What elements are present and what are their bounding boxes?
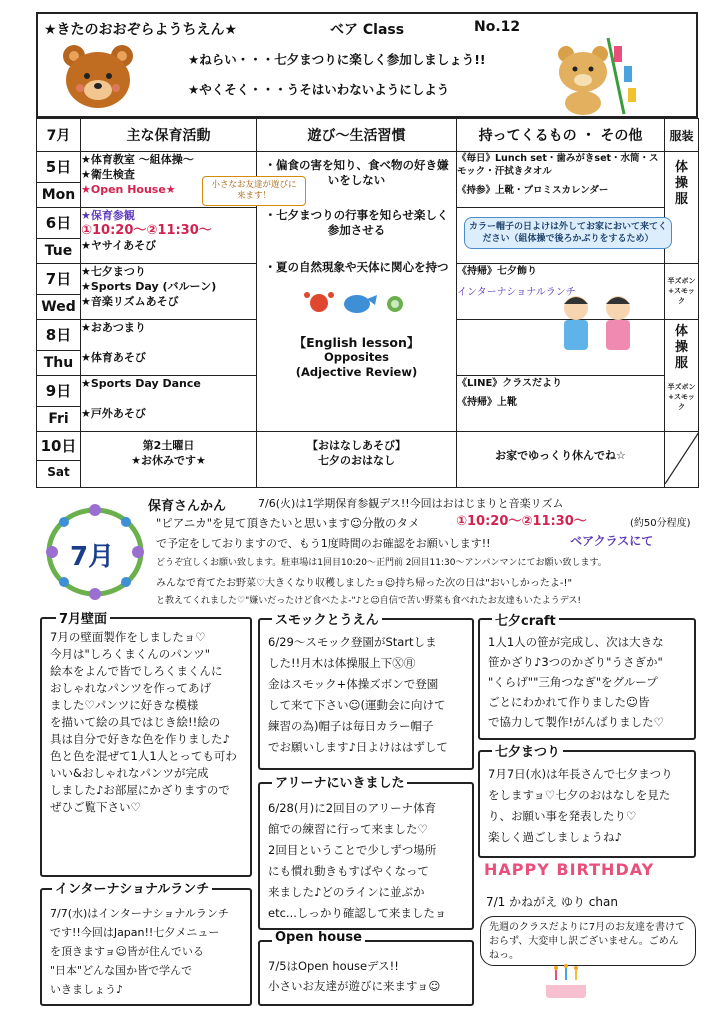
header-activities: 主な保育活動	[81, 119, 257, 152]
openhouse-title: Open house	[272, 930, 365, 945]
openhouse-text: 7/5はOpen houseデス!! 小さいお友達が遊びに来ますョ☺	[268, 959, 441, 993]
sankan-line1: 7/6(火)は1学期保育参観デス!!今回はおはじまりと音楽リズム	[258, 497, 564, 510]
wall-text: 7月の壁面製作をしましたョ♡ 今月は"しろくまくんのパンツ" 絵本をよんで皆でしろくまくんに おしゃれなパンツを作ってあげ ました♡パンツに好きな模様 を描いて絵の具ではじき絵!!絵の 具は自分で好きな色を作りました♪ 色と色を混ぜて1人1人とっても可わ いい&おしゃれなパンツが完成 しました♪お部屋にかざりますので ぜひご覧下さい♡	[50, 630, 237, 814]
festival-title: 七夕まつり	[492, 741, 563, 760]
sankan-line2: "ピアニカ"を見て頂きたいと思います☺分散のタメ	[156, 516, 420, 530]
items-cell: 《毎日》Lunch set・歯みがきset・水筒・スモック・汗拭きタオル 《持参》上靴・プロミスカレンダー	[457, 152, 665, 208]
items-cell: お家でゆっくり休んでね☆	[457, 432, 665, 488]
arena-box	[258, 782, 474, 930]
sankan-class: ベアクラスにて	[570, 534, 654, 548]
wear-cell: 体操服	[665, 152, 699, 264]
sea-creatures-icon	[297, 287, 417, 317]
aim-text: ★ねらい・・・七夕まつりに楽しく参加しましょう!!	[188, 52, 486, 67]
day-cell: 10日 Sat	[37, 432, 81, 488]
arena-text: 6/28(月)に2回目のアリーナ体育 館での練習に行って来ました♡ 2回目ということで少しずつ場所 にも慣れ動きもすばやくなって 来ました♪どのラインに並ぶか etc...しっかり確認して来ましたョ	[268, 801, 447, 920]
month-title: 7月	[70, 542, 115, 572]
wall-box	[40, 617, 252, 877]
day-cell: 5日 Mon	[37, 152, 81, 208]
header-habits: 遊び～生活習慣	[257, 119, 457, 152]
birthday-cake-icon	[536, 962, 596, 1002]
activity-cell: ★Sports Day Dance ★戸外あそび	[81, 376, 257, 432]
cap-note: カラー帽子の日よけは外してお家において来てください（組体操で後ろかぶりをするため）	[464, 217, 672, 249]
day-cell: 7日 Wed	[37, 264, 81, 320]
table-row	[37, 152, 699, 208]
smock-title: スモックとうえん	[272, 609, 382, 628]
table-row	[37, 432, 699, 488]
sankan-title: 保育さんかん	[148, 499, 227, 514]
issue-number: No.12	[474, 19, 521, 35]
activity-cell: ★保育参観 ①10:20～②11:30～ ★ヤサイあそび	[81, 208, 257, 264]
craft-box	[478, 618, 696, 740]
craft-text: 1人1人の笹が完成し、次は大きな 笹かざり♪3つのかざり"うさぎか" "くらげ""三角つなぎ"をグループ ごとにわかれて作りました☺皆 で協力して製作!がんばりました♡	[488, 635, 664, 729]
header-items: 持ってくるもの ・ その他	[457, 119, 665, 152]
openhouse-box	[258, 940, 474, 1006]
smock-text: 6/29～スモック登園がStartしま した!!月木は体操服上下Ⓧ㊊ 金はスモック+体操ズボンで登園 して来て下さい☺(運動会に向けて 練習の為)帽子は毎日カラー帽子 でお願いします♪日よけははずして	[268, 635, 448, 754]
festival-text: 7月7日(水)は年長さんで七夕まつり をしますョ♡七夕のおはなしを見た り、お願い事を発表したり♡ 楽しく過ごしましょうね♪	[488, 767, 673, 844]
sankan-times: ①10:20～②11:30～	[456, 514, 587, 529]
diagonal-slash	[665, 432, 699, 484]
arena-title: アリーナにいきました	[272, 772, 407, 791]
day-cell: 6日 Tue	[37, 208, 81, 264]
habits-cell: ・偏食の害を知り、食べ物の好き嫌いをしない ・七夕まつりの行事を知らせ楽しく参加させる ・夏の自然現象や天体に関心を持つ 【English lesson】 Opposites (Adjective Review)	[257, 152, 457, 432]
bear-face-icon	[60, 42, 136, 112]
items-cell: 《持帰》七夕飾り インターナショナルランチ	[457, 264, 665, 320]
items-cell: 《LINE》クラスだより 《持帰》上靴	[457, 376, 665, 432]
activity-cell: ★体育教室 ～組体操～ ★衛生検査 ★Open House★	[81, 152, 257, 208]
festival-box	[478, 750, 696, 858]
header-wear: 服装	[665, 119, 699, 152]
header	[36, 12, 698, 118]
birthday-title: HAPPY BIRTHDAY	[484, 860, 655, 879]
birthday-note: 先週のクラスだよりに7月のお友達を書けておらず、大変申し訳ございません。ごめんねっ。	[489, 922, 686, 961]
tanabata-bear-icon	[554, 36, 642, 116]
wear-cell: 半ズボン+スモック	[665, 264, 699, 320]
sankan-line3: で予定をしておりますので、もう1度時間のお確認をお願いします!!	[156, 537, 491, 550]
activity-cell: ★七夕まつり ★Sports Day (バルーン) ★音楽リズムあそび	[81, 264, 257, 320]
open-house-note: 小さなお友達が遊びに来ます！	[202, 176, 306, 206]
newsletter	[36, 12, 700, 1012]
header-month: 7月	[37, 119, 81, 152]
activity-cell: 第2土曜日 ★お休みです★	[81, 432, 257, 488]
day-cell: 9日 Fri	[37, 376, 81, 432]
smock-box	[258, 618, 474, 770]
sankan-line5: みんなで育てたお野菜♡大きくなり収穫しましたョ☺持ち帰った次の日は"おいしかったよ-!"	[156, 578, 573, 589]
promise-text: ★やくそく・・・うそはいわないようにしよう	[188, 82, 450, 97]
wear-cell	[665, 432, 699, 488]
birthday-note-box	[480, 916, 696, 966]
orihime-hikoboshi-icon	[552, 292, 642, 354]
school-name: ★きたのおおぞらようちえん★	[44, 22, 238, 38]
lunch-title: インターナショナルランチ	[52, 878, 212, 897]
day-cell: 8日 Thu	[37, 320, 81, 376]
wear-cell: 体操服 半ズボン+スモック	[665, 320, 699, 432]
activity-cell: ★おあつまり ★体育あそび	[81, 320, 257, 376]
lunch-text: 7/7(水)はインターナショナルランチ です!!今回はJapan!!七夕メニュー を頂きますョ☺皆が住んでいる "日本"どんな国か皆で学んで いきましょう♪	[50, 907, 229, 996]
table-header-row	[37, 119, 699, 152]
story-cell: 【おはなしあそび】 七夕のおはなし	[257, 432, 457, 488]
class-name: ベア Class	[330, 22, 405, 38]
sankan-line4: どうぞ宜しくお願い致します。駐車場は1回目10:20～正門前 2回目11:30～アンパンマンにてお願い致します。	[156, 558, 607, 568]
sankan-duration: (約50分程度)	[630, 518, 691, 529]
craft-title: 七夕craft	[492, 610, 559, 629]
open-house-label: ★Open House★	[81, 183, 176, 196]
wall-title: 7月壁面	[56, 608, 110, 627]
sankan-line6: と教えてくれました♡"嫌いだったけど食べたよ-"♪と☺自信で苦い野菜も食べれたお友達もいたようデス!	[156, 596, 581, 606]
lunch-box	[40, 888, 252, 1006]
birthday-name: 7/1 かねがえ ゆり chan	[486, 895, 618, 909]
